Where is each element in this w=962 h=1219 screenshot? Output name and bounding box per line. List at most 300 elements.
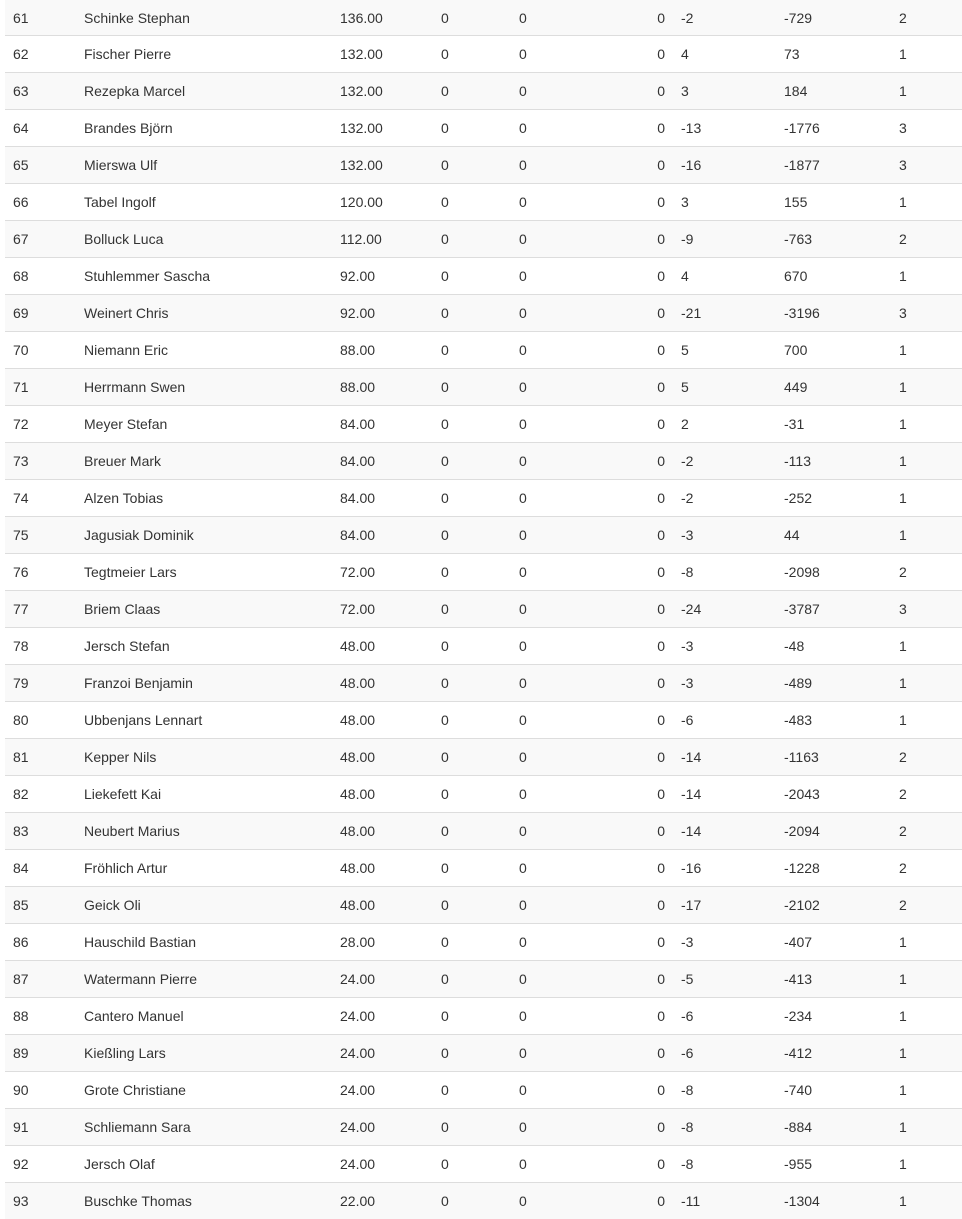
total-cell: -1163: [784, 739, 899, 776]
spacer-cell: [776, 702, 784, 739]
difference-cell: 5: [681, 369, 776, 406]
spacer-cell: [776, 147, 784, 184]
player-name-cell: Schinke Stephan: [84, 0, 340, 36]
rank-cell: 90: [5, 1072, 84, 1109]
points-cell: 120.00: [340, 184, 441, 221]
stat-c-cell: 0: [597, 776, 665, 813]
spacer-cell: [665, 998, 681, 1035]
points-cell: 84.00: [340, 517, 441, 554]
difference-cell: -3: [681, 924, 776, 961]
stat-a-cell: 0: [441, 517, 519, 554]
stat-b-cell: 0: [519, 702, 597, 739]
spacer-cell: [776, 1109, 784, 1146]
difference-cell: -2: [681, 480, 776, 517]
total-cell: -884: [784, 1109, 899, 1146]
table-row: [5, 1035, 962, 1072]
difference-cell: -8: [681, 1072, 776, 1109]
player-name-cell: Meyer Stefan: [84, 406, 340, 443]
stat-b-cell: 0: [519, 1146, 597, 1183]
stat-a-cell: 0: [441, 1035, 519, 1072]
stat-a-cell: 0: [441, 1183, 519, 1219]
table-row: [5, 36, 962, 73]
spacer-cell: [665, 702, 681, 739]
stat-b-cell: 0: [519, 961, 597, 998]
spacer-cell: [665, 369, 681, 406]
stat-a-cell: 0: [441, 924, 519, 961]
rank-cell: 86: [5, 924, 84, 961]
player-name-cell: Kießling Lars: [84, 1035, 340, 1072]
difference-cell: -24: [681, 591, 776, 628]
difference-cell: -2: [681, 0, 776, 36]
total-cell: 670: [784, 258, 899, 295]
stat-b-cell: 0: [519, 776, 597, 813]
spacer-cell: [665, 591, 681, 628]
stat-c-cell: 0: [597, 961, 665, 998]
spacer-cell: [776, 517, 784, 554]
spacer-cell: [665, 813, 681, 850]
ranking-table-body: [5, 0, 962, 1219]
stat-b-cell: 0: [519, 1183, 597, 1219]
rank-cell: 75: [5, 517, 84, 554]
table-row: [5, 369, 962, 406]
table-row: [5, 961, 962, 998]
stat-b-cell: 0: [519, 295, 597, 332]
stat-c-cell: 0: [597, 813, 665, 850]
stat-a-cell: 0: [441, 36, 519, 73]
table-row: [5, 776, 962, 813]
rank-cell: 69: [5, 295, 84, 332]
stat-a-cell: 0: [441, 0, 519, 36]
table-row: [5, 1183, 962, 1219]
player-name-cell: Brandes Björn: [84, 110, 340, 147]
count-cell: 2: [899, 554, 962, 591]
player-name-cell: Buschke Thomas: [84, 1183, 340, 1219]
points-cell: 88.00: [340, 332, 441, 369]
stat-a-cell: 0: [441, 184, 519, 221]
points-cell: 132.00: [340, 36, 441, 73]
stat-a-cell: 0: [441, 332, 519, 369]
rank-cell: 70: [5, 332, 84, 369]
points-cell: 72.00: [340, 554, 441, 591]
stat-a-cell: 0: [441, 887, 519, 924]
count-cell: 1: [899, 73, 962, 110]
player-name-cell: Jersch Olaf: [84, 1146, 340, 1183]
rank-cell: 85: [5, 887, 84, 924]
points-cell: 22.00: [340, 1183, 441, 1219]
points-cell: 84.00: [340, 480, 441, 517]
stat-a-cell: 0: [441, 554, 519, 591]
player-name-cell: Fischer Pierre: [84, 36, 340, 73]
difference-cell: -11: [681, 1183, 776, 1219]
stat-c-cell: 0: [597, 1146, 665, 1183]
points-cell: 84.00: [340, 443, 441, 480]
count-cell: 2: [899, 813, 962, 850]
spacer-cell: [776, 295, 784, 332]
total-cell: -740: [784, 1072, 899, 1109]
stat-b-cell: 0: [519, 739, 597, 776]
points-cell: 24.00: [340, 1146, 441, 1183]
count-cell: 2: [899, 0, 962, 36]
rank-cell: 89: [5, 1035, 84, 1072]
stat-b-cell: 0: [519, 332, 597, 369]
table-row: [5, 591, 962, 628]
spacer-cell: [776, 443, 784, 480]
points-cell: 88.00: [340, 369, 441, 406]
points-cell: 48.00: [340, 887, 441, 924]
stat-a-cell: 0: [441, 110, 519, 147]
points-cell: 24.00: [340, 961, 441, 998]
total-cell: -412: [784, 1035, 899, 1072]
total-cell: 155: [784, 184, 899, 221]
spacer-cell: [665, 110, 681, 147]
ranking-table: [5, 0, 962, 1219]
total-cell: -1877: [784, 147, 899, 184]
count-cell: 1: [899, 628, 962, 665]
spacer-cell: [665, 887, 681, 924]
spacer-cell: [776, 221, 784, 258]
total-cell: -729: [784, 0, 899, 36]
spacer-cell: [665, 332, 681, 369]
table-row: [5, 998, 962, 1035]
count-cell: 2: [899, 776, 962, 813]
spacer-cell: [776, 258, 784, 295]
stat-c-cell: 0: [597, 924, 665, 961]
count-cell: 1: [899, 443, 962, 480]
spacer-cell: [776, 924, 784, 961]
total-cell: -3787: [784, 591, 899, 628]
points-cell: 48.00: [340, 813, 441, 850]
player-name-cell: Liekefett Kai: [84, 776, 340, 813]
player-name-cell: Kepper Nils: [84, 739, 340, 776]
stat-a-cell: 0: [441, 998, 519, 1035]
count-cell: 2: [899, 221, 962, 258]
spacer-cell: [776, 850, 784, 887]
rank-cell: 62: [5, 36, 84, 73]
stat-c-cell: 0: [597, 591, 665, 628]
rank-cell: 76: [5, 554, 84, 591]
stat-b-cell: 0: [519, 998, 597, 1035]
stat-c-cell: 0: [597, 1072, 665, 1109]
rank-cell: 78: [5, 628, 84, 665]
stat-c-cell: 0: [597, 147, 665, 184]
stat-a-cell: 0: [441, 1146, 519, 1183]
count-cell: 1: [899, 36, 962, 73]
points-cell: 48.00: [340, 739, 441, 776]
difference-cell: -6: [681, 702, 776, 739]
stat-c-cell: 0: [597, 332, 665, 369]
stat-b-cell: 0: [519, 1072, 597, 1109]
spacer-cell: [776, 961, 784, 998]
spacer-cell: [665, 776, 681, 813]
stat-a-cell: 0: [441, 73, 519, 110]
points-cell: 28.00: [340, 924, 441, 961]
spacer-cell: [665, 628, 681, 665]
table-row: [5, 295, 962, 332]
rank-cell: 68: [5, 258, 84, 295]
total-cell: -1228: [784, 850, 899, 887]
total-cell: -483: [784, 702, 899, 739]
difference-cell: -14: [681, 813, 776, 850]
stat-b-cell: 0: [519, 517, 597, 554]
stat-b-cell: 0: [519, 1035, 597, 1072]
rank-cell: 65: [5, 147, 84, 184]
player-name-cell: Briem Claas: [84, 591, 340, 628]
difference-cell: 2: [681, 406, 776, 443]
total-cell: -3196: [784, 295, 899, 332]
stat-c-cell: 0: [597, 628, 665, 665]
rank-cell: 83: [5, 813, 84, 850]
total-cell: -1776: [784, 110, 899, 147]
points-cell: 48.00: [340, 628, 441, 665]
stat-c-cell: 0: [597, 221, 665, 258]
stat-b-cell: 0: [519, 1109, 597, 1146]
rank-cell: 87: [5, 961, 84, 998]
points-cell: 72.00: [340, 591, 441, 628]
stat-c-cell: 0: [597, 369, 665, 406]
difference-cell: 4: [681, 258, 776, 295]
stat-b-cell: 0: [519, 110, 597, 147]
stat-a-cell: 0: [441, 369, 519, 406]
count-cell: 1: [899, 258, 962, 295]
difference-cell: 5: [681, 332, 776, 369]
rank-cell: 93: [5, 1183, 84, 1219]
rank-cell: 80: [5, 702, 84, 739]
stat-b-cell: 0: [519, 813, 597, 850]
stat-c-cell: 0: [597, 702, 665, 739]
points-cell: 24.00: [340, 998, 441, 1035]
difference-cell: -8: [681, 1146, 776, 1183]
rank-cell: 84: [5, 850, 84, 887]
count-cell: 1: [899, 961, 962, 998]
table-row: [5, 443, 962, 480]
count-cell: 1: [899, 369, 962, 406]
player-name-cell: Mierswa Ulf: [84, 147, 340, 184]
table-row: [5, 332, 962, 369]
count-cell: 1: [899, 924, 962, 961]
stat-c-cell: 0: [597, 1109, 665, 1146]
points-cell: 24.00: [340, 1035, 441, 1072]
points-cell: 132.00: [340, 73, 441, 110]
spacer-cell: [665, 406, 681, 443]
points-cell: 24.00: [340, 1072, 441, 1109]
stat-b-cell: 0: [519, 924, 597, 961]
total-cell: -2094: [784, 813, 899, 850]
rank-cell: 91: [5, 1109, 84, 1146]
stat-b-cell: 0: [519, 554, 597, 591]
stat-c-cell: 0: [597, 665, 665, 702]
points-cell: 132.00: [340, 147, 441, 184]
rank-cell: 63: [5, 73, 84, 110]
count-cell: 1: [899, 665, 962, 702]
spacer-cell: [665, 258, 681, 295]
player-name-cell: Franzoi Benjamin: [84, 665, 340, 702]
spacer-cell: [776, 628, 784, 665]
difference-cell: -3: [681, 665, 776, 702]
points-cell: 48.00: [340, 776, 441, 813]
stat-b-cell: 0: [519, 221, 597, 258]
stat-c-cell: 0: [597, 110, 665, 147]
table-row: [5, 110, 962, 147]
spacer-cell: [665, 147, 681, 184]
total-cell: 700: [784, 332, 899, 369]
spacer-cell: [665, 184, 681, 221]
spacer-cell: [665, 739, 681, 776]
points-cell: 48.00: [340, 665, 441, 702]
player-name-cell: Herrmann Swen: [84, 369, 340, 406]
spacer-cell: [665, 961, 681, 998]
player-name-cell: Tegtmeier Lars: [84, 554, 340, 591]
spacer-cell: [776, 1146, 784, 1183]
spacer-cell: [776, 36, 784, 73]
total-cell: -1304: [784, 1183, 899, 1219]
count-cell: 1: [899, 1146, 962, 1183]
total-cell: -489: [784, 665, 899, 702]
player-name-cell: Neubert Marius: [84, 813, 340, 850]
table-row: [5, 406, 962, 443]
spacer-cell: [776, 665, 784, 702]
stat-c-cell: 0: [597, 480, 665, 517]
spacer-cell: [665, 1072, 681, 1109]
stat-b-cell: 0: [519, 73, 597, 110]
total-cell: -955: [784, 1146, 899, 1183]
stat-c-cell: 0: [597, 739, 665, 776]
player-name-cell: Bolluck Luca: [84, 221, 340, 258]
spacer-cell: [665, 73, 681, 110]
spacer-cell: [776, 591, 784, 628]
table-row: [5, 665, 962, 702]
count-cell: 3: [899, 591, 962, 628]
table-row: [5, 850, 962, 887]
stat-a-cell: 0: [441, 628, 519, 665]
count-cell: 3: [899, 110, 962, 147]
player-name-cell: Watermann Pierre: [84, 961, 340, 998]
rank-cell: 67: [5, 221, 84, 258]
count-cell: 2: [899, 887, 962, 924]
difference-cell: -9: [681, 221, 776, 258]
rank-cell: 66: [5, 184, 84, 221]
points-cell: 92.00: [340, 295, 441, 332]
spacer-cell: [776, 0, 784, 36]
stat-c-cell: 0: [597, 0, 665, 36]
spacer-cell: [665, 1109, 681, 1146]
spacer-cell: [776, 739, 784, 776]
spacer-cell: [776, 1183, 784, 1219]
stat-a-cell: 0: [441, 665, 519, 702]
count-cell: 1: [899, 332, 962, 369]
stat-a-cell: 0: [441, 258, 519, 295]
spacer-cell: [665, 665, 681, 702]
stat-a-cell: 0: [441, 850, 519, 887]
points-cell: 48.00: [340, 850, 441, 887]
count-cell: 1: [899, 480, 962, 517]
rank-cell: 88: [5, 998, 84, 1035]
difference-cell: -16: [681, 147, 776, 184]
rank-cell: 74: [5, 480, 84, 517]
total-cell: -113: [784, 443, 899, 480]
table-row: [5, 258, 962, 295]
spacer-cell: [776, 332, 784, 369]
spacer-cell: [776, 110, 784, 147]
difference-cell: -8: [681, 554, 776, 591]
total-cell: -2102: [784, 887, 899, 924]
spacer-cell: [665, 1146, 681, 1183]
count-cell: 1: [899, 998, 962, 1035]
rank-cell: 92: [5, 1146, 84, 1183]
rank-cell: 82: [5, 776, 84, 813]
difference-cell: -14: [681, 739, 776, 776]
stat-a-cell: 0: [441, 739, 519, 776]
difference-cell: -2: [681, 443, 776, 480]
table-row: [5, 184, 962, 221]
stat-a-cell: 0: [441, 147, 519, 184]
points-cell: 112.00: [340, 221, 441, 258]
player-name-cell: Cantero Manuel: [84, 998, 340, 1035]
player-name-cell: Jagusiak Dominik: [84, 517, 340, 554]
stat-c-cell: 0: [597, 73, 665, 110]
stat-c-cell: 0: [597, 184, 665, 221]
spacer-cell: [776, 887, 784, 924]
stat-b-cell: 0: [519, 0, 597, 36]
spacer-cell: [665, 295, 681, 332]
player-name-cell: Weinert Chris: [84, 295, 340, 332]
table-row: [5, 702, 962, 739]
stat-b-cell: 0: [519, 887, 597, 924]
count-cell: 3: [899, 295, 962, 332]
rank-cell: 77: [5, 591, 84, 628]
difference-cell: -3: [681, 628, 776, 665]
stat-c-cell: 0: [597, 1035, 665, 1072]
difference-cell: -3: [681, 517, 776, 554]
stat-a-cell: 0: [441, 776, 519, 813]
points-cell: 48.00: [340, 702, 441, 739]
rank-cell: 64: [5, 110, 84, 147]
rank-cell: 61: [5, 0, 84, 36]
total-cell: -234: [784, 998, 899, 1035]
stat-b-cell: 0: [519, 850, 597, 887]
table-row: [5, 0, 962, 36]
stat-a-cell: 0: [441, 1109, 519, 1146]
stat-a-cell: 0: [441, 221, 519, 258]
count-cell: 1: [899, 1035, 962, 1072]
total-cell: -413: [784, 961, 899, 998]
stat-b-cell: 0: [519, 628, 597, 665]
player-name-cell: Hauschild Bastian: [84, 924, 340, 961]
points-cell: 92.00: [340, 258, 441, 295]
difference-cell: -21: [681, 295, 776, 332]
table-row: [5, 147, 962, 184]
stat-b-cell: 0: [519, 184, 597, 221]
total-cell: 449: [784, 369, 899, 406]
stat-c-cell: 0: [597, 850, 665, 887]
player-name-cell: Jersch Stefan: [84, 628, 340, 665]
points-cell: 136.00: [340, 0, 441, 36]
rank-cell: 71: [5, 369, 84, 406]
difference-cell: 3: [681, 184, 776, 221]
stat-c-cell: 0: [597, 998, 665, 1035]
total-cell: -2043: [784, 776, 899, 813]
stat-c-cell: 0: [597, 443, 665, 480]
table-row: [5, 739, 962, 776]
player-name-cell: Ubbenjans Lennart: [84, 702, 340, 739]
difference-cell: 4: [681, 36, 776, 73]
table-row: [5, 887, 962, 924]
stat-b-cell: 0: [519, 369, 597, 406]
difference-cell: -5: [681, 961, 776, 998]
count-cell: 1: [899, 517, 962, 554]
table-row: [5, 1109, 962, 1146]
player-name-cell: Rezepka Marcel: [84, 73, 340, 110]
stat-b-cell: 0: [519, 36, 597, 73]
